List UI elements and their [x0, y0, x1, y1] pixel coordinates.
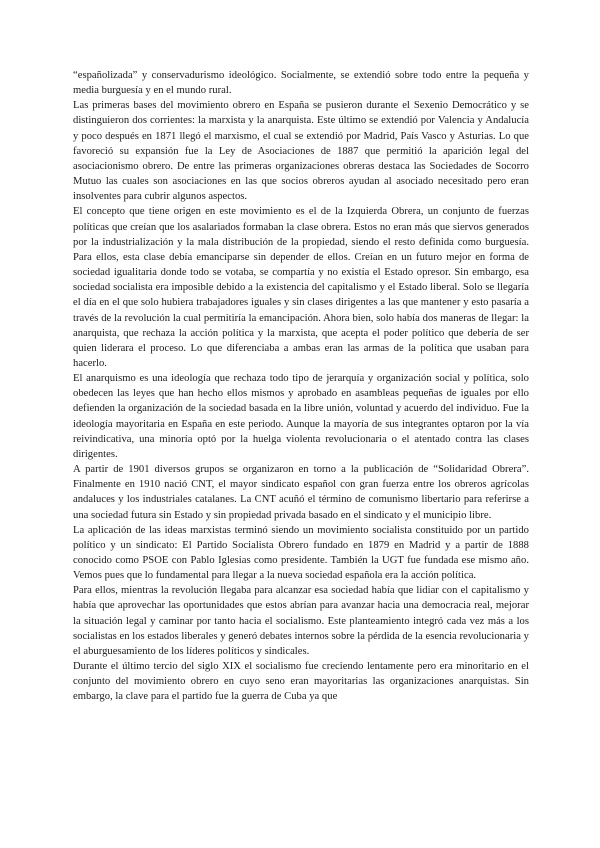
- paragraph-marxism-psoe: La aplicación de las ideas marxistas terminó siendo un movimiento socialista constituido por un partido político y un sindicato: El Partido Socialista Obrero fundado en 1879 en Madrid y a partir de 1888 conocido como PSOE con Pablo Iglesias como presidente. También la UGT fue fundada ese mismo año. Vemos pues que lo fundamental para llegar a la nueva sociedad española era la acción política.: [73, 524, 529, 582]
- paragraph-intro-continuation: “españolizada” y conservadurismo ideológico. Socialmente, se extendió sobre todo entre la pequeña y media burguesía y en el mundo rural.: [73, 70, 529, 97]
- paragraph-cnt: A partir de 1901 diversos grupos se organizaron en torno a la publicación de “Solidaridad Obrera”. Finalmente en 1910 nació CNT, el mayor sindicato español con gran fuerza entre los obreros agrícolas andaluces y los industriales catalanes. La CNT acuñó el término de comunismo libertario para referirse a una sociedad futura sin Estado y sin propiedad privada basado en el sindicato y el municipio libre.: [73, 464, 529, 521]
- paragraph-anarchism: El anarquismo es una ideología que rechaza todo tipo de jerarquía y organización social y política, solo obedecen las leyes que han hecho ellos mismos y aprobado en asambleas pequeñas de iguales por ello defienden la organización de la sociedad basada en la libre unión, voluntad y acuerdo del individuo. Fue la ideología mayoritaria en España en este periodo. Aunque la mayoría de sus integrantes optaron por la vía reivindicativa, una minoría optó por la huelga violenta revolucionaria o el atentado contra las clases dirigentes.: [73, 373, 529, 460]
- paragraph-workers-left: El concepto que tiene origen en este movimiento es el de la Izquierda Obrera, un conjunto de fuerzas políticas que creían que los asalariados formaban la clase obrera. Estos no eran más que siervos generados por la industrialización y la mala distribución de la propiedad, siendo el resto definida como burguesía. Para ellos, esta clase debía emanciparse sin depender de ellos. Creían en un futuro mejor en forma de sociedad igualitaria donde todo se votaba, se compartía y no existía el Estado opresor. Sin embargo, esa sociedad socialista era imposible debido a la existencia del capitalismo y el Estado liberal. Solo se llegaría el día en el que solo hubiera trabajadores iguales y sin clases dirigentes a las que mantener y esto pasaría a través de la revolución la cual permitiría la emancipación. Ahora bien, solo había dos maneras de llegar: la anarquista, que rechaza la acción política y la marxista, que acepta el poder político que debería de ser quien liderara el proceso. Lo que diferenciaba a ambas eran las armas de la política que usaban para hacerlo.: [73, 206, 529, 369]
- paragraph-socialist-strategy: Para ellos, mientras la revolución llegaba para alcanzar esa sociedad había que lidiar con el capitalismo y había que aprovechar las oportunidades que estos abrían para avanzar hacia una democracia real, mejorar la situación legal y caminar por tanto hacia el socialismo. Este planteamiento integró cada vez más a los socialistas en los estados liberales y generó debates internos sobre la pérdida de la esencia revolucionaria y el aburguesamiento de los líderes políticos y sindicales.: [73, 585, 529, 657]
- paragraph-late-19th-century: Durante el último tercio del siglo XIX el socialismo fue creciendo lentamente pero era minoritario en el conjunto del movimiento obrero en cuyo seno eran mayoritarias las organizaciones anarquistas. Sin embargo, la clave para el partido fue la guerra de Cuba ya que: [73, 661, 529, 703]
- paragraph-workers-movement-origins: Las primeras bases del movimiento obrero en España se pusieron durante el Sexenio Democrático y se distinguieron dos corrientes: la marxista y la anarquista. Este último se extendió por Valencia y Andalucía y poco después en 1871 llegó el marxismo, el cual se extendió por Madrid, País Vasco y Asturias. Lo que favoreció su expansión fue la Ley de Asociaciones de 1887 que permitió la aparición legal del asociacionismo obrero. De entre las primeras organizaciones obreras destaca las Sociedades de Socorro Mutuo las cuales son asociaciones en las que socios obreros ayudan al asociado necesitado pero eran insolventes para cubrir algunos aspectos.: [73, 100, 529, 203]
